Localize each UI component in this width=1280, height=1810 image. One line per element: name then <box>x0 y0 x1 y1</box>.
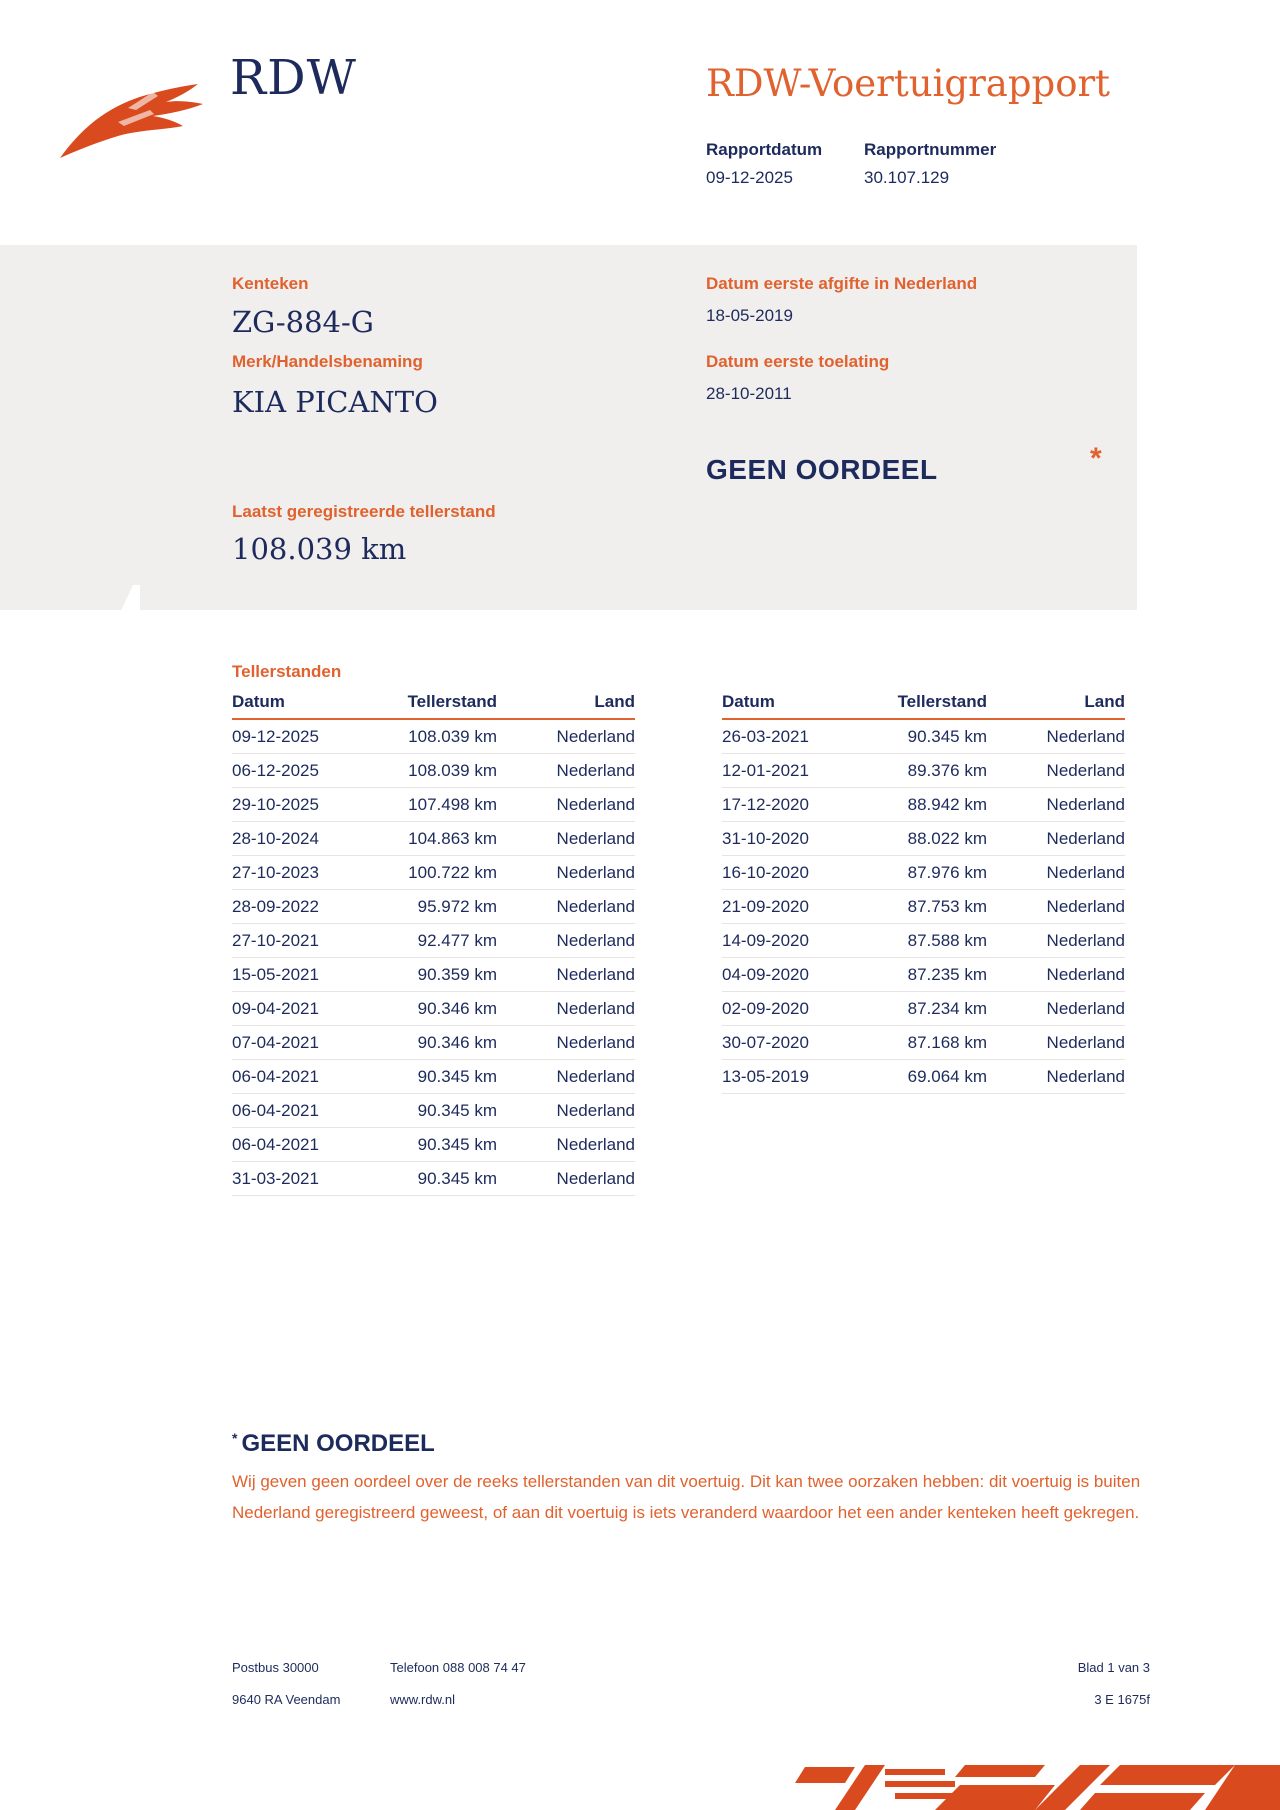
row-date: 26-03-2021 <box>722 719 872 754</box>
row-date: 16-10-2020 <box>722 856 872 890</box>
table-row <box>232 856 635 890</box>
row-reading: 87.588 km <box>872 924 987 958</box>
table-row <box>232 1060 635 1094</box>
report-number: 30.107.129 <box>864 168 950 187</box>
footer-code: 3 E 1675f <box>1094 1692 1150 1707</box>
row-reading: 87.235 km <box>872 958 987 992</box>
logo-text: RDW <box>230 50 357 106</box>
make-value: KIA PICANTO <box>232 385 438 419</box>
row-country: Nederland <box>497 719 635 754</box>
row-date: 06-04-2021 <box>232 1128 382 1162</box>
last-odometer-value: 108.039 km <box>232 532 407 566</box>
make-label: Merk/Handelsbenaming <box>232 352 423 371</box>
table-row <box>232 822 635 856</box>
table-row <box>232 992 635 1026</box>
first-issue-nl-label: Datum eerste afgifte in Nederland <box>706 274 978 293</box>
table-row <box>722 890 1125 924</box>
report-date: 09-12-2025 <box>706 168 793 187</box>
table-row <box>232 890 635 924</box>
footer-phone: Telefoon 088 008 74 47 <box>390 1660 526 1675</box>
table-row <box>722 754 1125 788</box>
row-date: 04-09-2020 <box>722 958 872 992</box>
row-reading: 89.376 km <box>872 754 987 788</box>
footer-po-box: Postbus 30000 <box>232 1660 319 1675</box>
odometer-table-right <box>722 690 1125 1094</box>
row-reading: 104.863 km <box>382 822 497 856</box>
report-number-label: Rapportnummer <box>864 140 997 159</box>
row-country: Nederland <box>497 1026 635 1060</box>
row-reading: 90.345 km <box>382 1162 497 1196</box>
footer-website: www.rdw.nl <box>390 1692 456 1707</box>
row-date: 09-12-2025 <box>232 719 382 754</box>
row-reading: 69.064 km <box>872 1060 987 1094</box>
row-reading: 92.477 km <box>382 924 497 958</box>
row-reading: 87.234 km <box>872 992 987 1026</box>
table-row <box>722 856 1125 890</box>
table-row <box>722 822 1125 856</box>
footer-postal: 9640 RA Veendam <box>232 1692 341 1707</box>
odometer-section-title: Tellerstanden <box>232 662 342 681</box>
verdict-text: GEEN OORDEEL <box>706 454 938 485</box>
rdw-wing-logo-icon <box>58 78 208 163</box>
table-row <box>232 754 635 788</box>
row-date: 31-10-2020 <box>722 822 872 856</box>
verdict-asterisk: * <box>1090 442 1102 475</box>
footnote-marker: * <box>232 1430 238 1446</box>
row-reading: 90.359 km <box>382 958 497 992</box>
row-reading: 88.022 km <box>872 822 987 856</box>
footnote-text: Wij geven geen oordeel over de reeks tellerstanden van dit voertuig. Dit kan twee oorzaken hebben: dit voertuig is buiten Nederland geregistreerd geweest, of aan dit voertuig is iets veranderd waardoor het een ander kenteken heeft gekregen. <box>232 1472 1141 1522</box>
row-country: Nederland <box>987 890 1125 924</box>
table-row <box>722 719 1125 754</box>
header-date: Datum <box>232 690 382 719</box>
first-admission-label: Datum eerste toelating <box>706 352 890 371</box>
row-date: 06-12-2025 <box>232 754 382 788</box>
row-country: Nederland <box>497 788 635 822</box>
row-date: 28-09-2022 <box>232 890 382 924</box>
row-country: Nederland <box>987 1026 1125 1060</box>
row-reading: 108.039 km <box>382 719 497 754</box>
row-date: 28-10-2024 <box>232 822 382 856</box>
row-country: Nederland <box>497 924 635 958</box>
table-row <box>232 924 635 958</box>
table-row <box>722 958 1125 992</box>
row-date: 13-05-2019 <box>722 1060 872 1094</box>
row-country: Nederland <box>497 1094 635 1128</box>
row-country: Nederland <box>987 856 1125 890</box>
header-date: Datum <box>722 690 872 719</box>
row-reading: 95.972 km <box>382 890 497 924</box>
header-country: Land <box>497 690 635 719</box>
header-country: Land <box>987 690 1125 719</box>
row-reading: 88.942 km <box>872 788 987 822</box>
row-date: 17-12-2020 <box>722 788 872 822</box>
row-date: 12-01-2021 <box>722 754 872 788</box>
table-row <box>722 1060 1125 1094</box>
row-date: 29-10-2025 <box>232 788 382 822</box>
row-date: 27-10-2023 <box>232 856 382 890</box>
row-date: 31-03-2021 <box>232 1162 382 1196</box>
row-country: Nederland <box>987 788 1125 822</box>
row-country: Nederland <box>987 754 1125 788</box>
row-reading: 87.753 km <box>872 890 987 924</box>
vehicle-summary-panel <box>0 245 1137 610</box>
table-header-row <box>232 690 635 719</box>
row-country: Nederland <box>987 992 1125 1026</box>
row-country: Nederland <box>987 958 1125 992</box>
row-country: Nederland <box>497 1162 635 1196</box>
row-reading: 90.346 km <box>382 1026 497 1060</box>
row-reading: 87.168 km <box>872 1026 987 1060</box>
row-country: Nederland <box>987 719 1125 754</box>
report-date-label: Rapportdatum <box>706 140 823 159</box>
row-date: 15-05-2021 <box>232 958 382 992</box>
row-reading: 108.039 km <box>382 754 497 788</box>
header-reading: Tellerstand <box>382 690 497 719</box>
row-country: Nederland <box>497 992 635 1026</box>
row-date: 09-04-2021 <box>232 992 382 1026</box>
report-title: RDW-Voertuigrapport <box>706 62 1111 105</box>
row-date: 27-10-2021 <box>232 924 382 958</box>
row-date: 07-04-2021 <box>232 1026 382 1060</box>
row-country: Nederland <box>987 1060 1125 1094</box>
table-row <box>722 924 1125 958</box>
row-country: Nederland <box>497 1060 635 1094</box>
row-date: 06-04-2021 <box>232 1060 382 1094</box>
header-reading: Tellerstand <box>872 690 987 719</box>
row-reading: 100.722 km <box>382 856 497 890</box>
plate-label: Kenteken <box>232 274 309 293</box>
first-issue-nl-value: 18-05-2019 <box>706 306 793 325</box>
row-reading: 90.345 km <box>382 1094 497 1128</box>
row-country: Nederland <box>497 754 635 788</box>
table-row <box>722 992 1125 1026</box>
row-reading: 90.345 km <box>872 719 987 754</box>
row-country: Nederland <box>497 822 635 856</box>
row-date: 06-04-2021 <box>232 1094 382 1128</box>
row-date: 21-09-2020 <box>722 890 872 924</box>
footnote-title-text: GEEN OORDEEL <box>241 1430 435 1457</box>
table-row <box>232 788 635 822</box>
row-date: 30-07-2020 <box>722 1026 872 1060</box>
footnote-title <box>232 1430 435 1458</box>
first-admission-value: 28-10-2011 <box>706 384 792 403</box>
row-country: Nederland <box>497 856 635 890</box>
plate-value: ZG-884-G <box>232 305 374 339</box>
row-country: Nederland <box>987 822 1125 856</box>
row-reading: 87.976 km <box>872 856 987 890</box>
table-row <box>232 1026 635 1060</box>
table-row <box>722 1026 1125 1060</box>
row-reading: 107.498 km <box>382 788 497 822</box>
row-reading: 90.345 km <box>382 1128 497 1162</box>
table-row <box>232 1162 635 1196</box>
table-header-row <box>722 690 1125 719</box>
odometer-table-left <box>232 690 635 1196</box>
row-country: Nederland <box>987 924 1125 958</box>
row-country: Nederland <box>497 890 635 924</box>
row-reading: 90.345 km <box>382 1060 497 1094</box>
row-country: Nederland <box>497 1128 635 1162</box>
footer-page: Blad 1 van 3 <box>1077 1660 1150 1675</box>
row-date: 14-09-2020 <box>722 924 872 958</box>
table-row <box>232 1128 635 1162</box>
table-row <box>232 1094 635 1128</box>
row-reading: 90.346 km <box>382 992 497 1026</box>
row-date: 02-09-2020 <box>722 992 872 1026</box>
table-row <box>722 788 1125 822</box>
table-row <box>232 719 635 754</box>
rdw-stripe-marks-icon <box>735 1755 1280 1810</box>
row-country: Nederland <box>497 958 635 992</box>
table-row <box>232 958 635 992</box>
last-odometer-label: Laatst geregistreerde tellerstand <box>232 502 496 521</box>
